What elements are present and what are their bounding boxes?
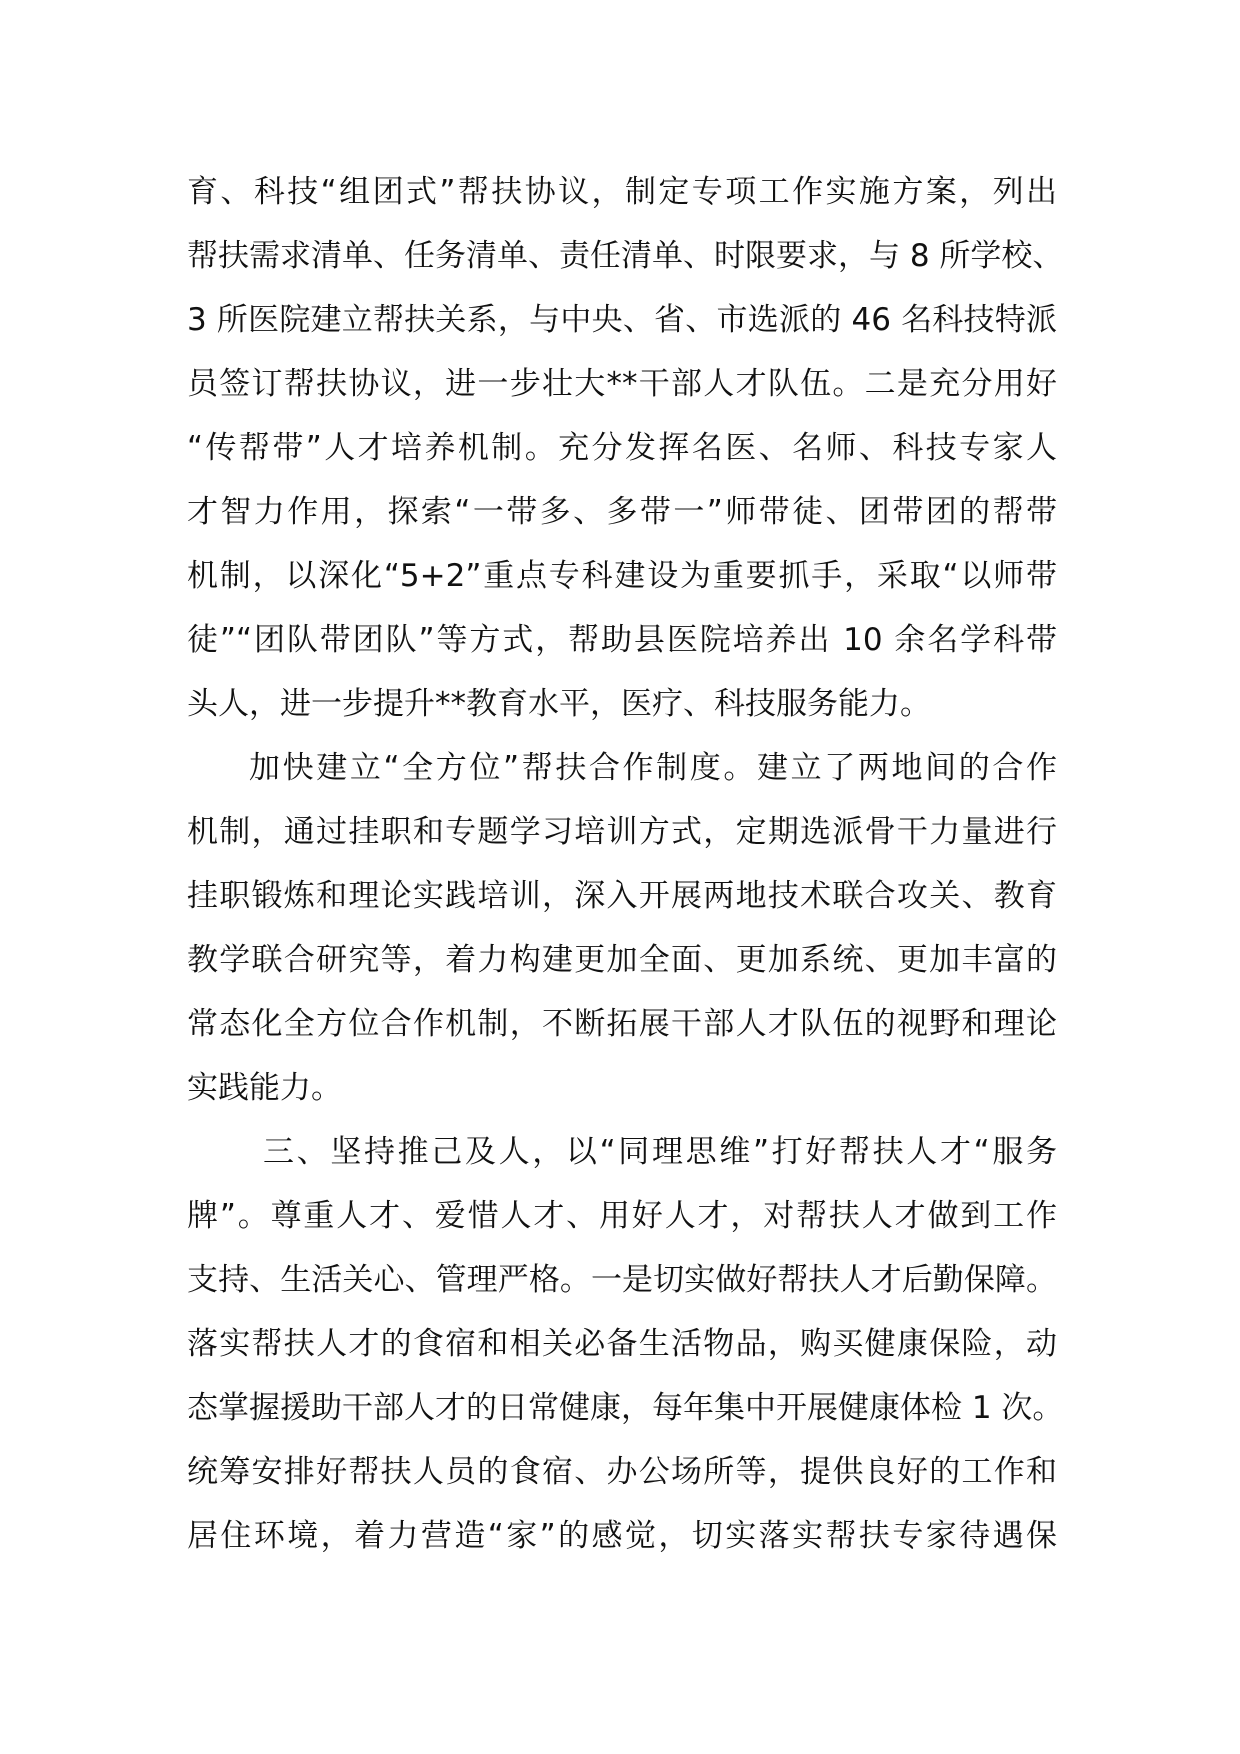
document-body <box>187 160 1064 1568</box>
text-line: 落实帮扶人才的食宿和相关必备生活物品，购买健康保险，动 <box>187 1326 1057 1362</box>
text-line: 加快建立“全方位”帮扶合作制度。建立了两地间的合作 <box>249 750 1057 786</box>
text-line: 三、坚持推己及人，以“同理思维”打好帮扶人才“服务 <box>263 1134 1057 1170</box>
text-line: 机制，通过挂职和专题学习培训方式，定期选派骨干力量进行 <box>187 814 1057 850</box>
text-line: 态掌握援助干部人才的日常健康，每年集中开展健康体检 1 次。 <box>187 1390 1064 1426</box>
paragraph-2 <box>187 736 1057 1120</box>
text-line: 常态化全方位合作机制，不断拓展干部人才队伍的视野和理论 <box>187 1006 1057 1042</box>
text-line: 才智力作用，探索“一带多、多带一”师带徒、团带团的帮带 <box>187 494 1057 530</box>
text-line: 员签订帮扶协议，进一步壮大**干部人才队伍。二是充分用好 <box>187 366 1057 402</box>
text-line: 统筹安排好帮扶人员的食宿、办公场所等，提供良好的工作和 <box>187 1454 1057 1490</box>
text-line: 头人，进一步提升**教育水平，医疗、科技服务能力。 <box>187 686 931 722</box>
text-line: 实践能力。 <box>187 1070 342 1106</box>
paragraph-1 <box>187 160 1064 736</box>
text-line: 徒”“团队带团队”等方式，帮助县医院培养出 10 余名学科带 <box>187 622 1057 658</box>
paragraph-3 <box>187 1120 1064 1568</box>
text-line: 育、科技“组团式”帮扶协议，制定专项工作实施方案，列出 <box>187 174 1057 210</box>
text-line: “传帮带”人才培养机制。充分发挥名医、名师、科技专家人 <box>187 430 1057 466</box>
text-line: 帮扶需求清单、任务清单、责任清单、时限要求，与 8 所学校、 <box>187 238 1064 274</box>
text-line: 教学联合研究等，着力构建更加全面、更加系统、更加丰富的 <box>187 942 1057 978</box>
text-line: 牌”。尊重人才、爱惜人才、用好人才，对帮扶人才做到工作 <box>187 1198 1057 1234</box>
text-line: 机制，以深化“5+2”重点专科建设为重要抓手，采取“以师带 <box>187 558 1057 594</box>
text-line: 支持、生活关心、管理严格。一是切实做好帮扶人才后勤保障。 <box>187 1262 1057 1298</box>
text-line: 居住环境，着力营造“家”的感觉，切实落实帮扶专家待遇保 <box>187 1518 1057 1554</box>
text-line: 挂职锻炼和理论实践培训，深入开展两地技术联合攻关、教育 <box>187 878 1057 914</box>
text-line: 3 所医院建立帮扶关系，与中央、省、市选派的 46 名科技特派 <box>187 302 1057 338</box>
